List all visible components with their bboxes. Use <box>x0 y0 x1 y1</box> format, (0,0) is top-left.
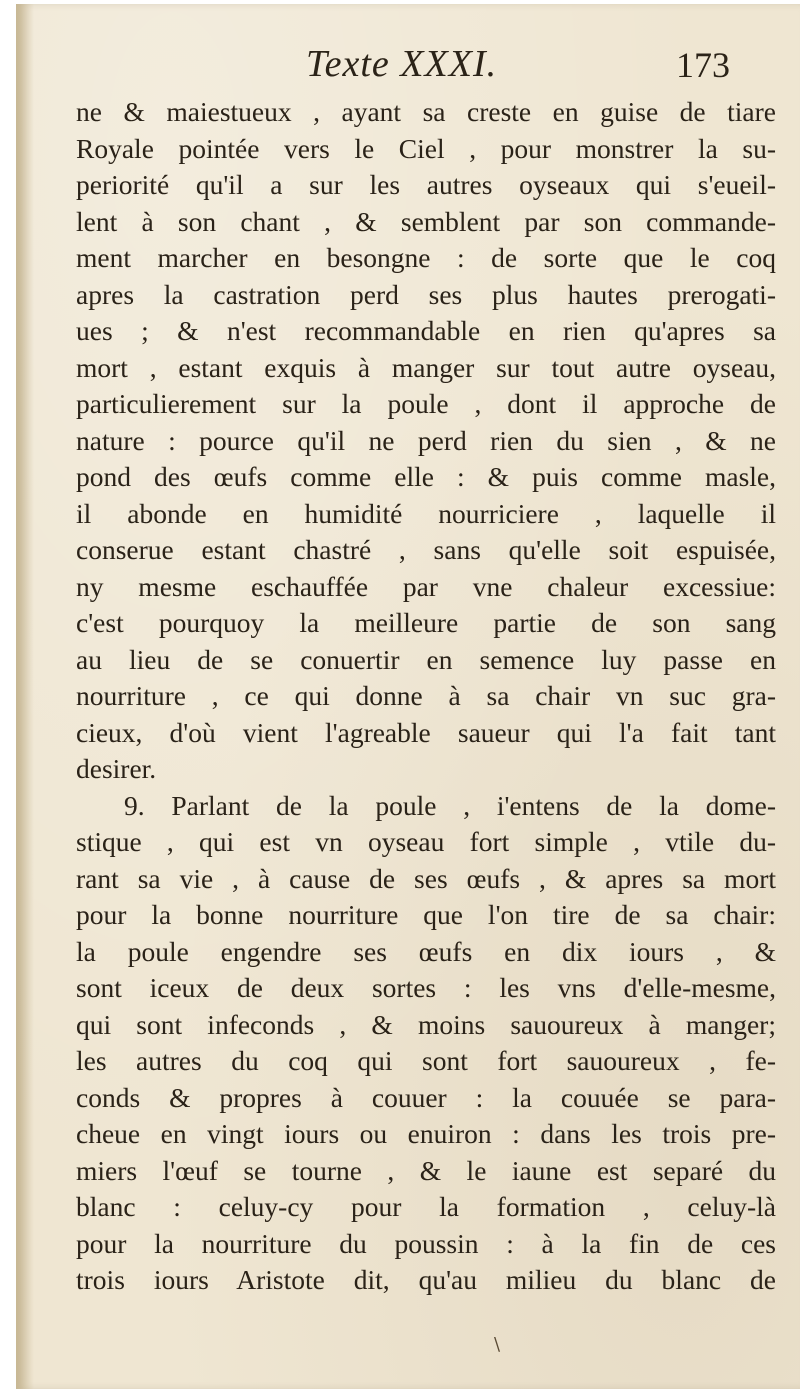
text-line: blanc : celuy-cy pour la formation , celuy-là <box>76 1191 776 1222</box>
text-line: particulierement sur la poule , dont il approche de <box>76 388 776 419</box>
printer-mark: \ <box>494 1334 501 1355</box>
text-line: c'est pourquoy la meilleure partie de son sang <box>76 607 776 638</box>
text-line: au lieu de se conuertir en semence luy passe en <box>76 643 776 675</box>
text-line: conds & propres à couuer : la couuée se para- <box>76 1081 776 1113</box>
text-line: la poule engendre ses œufs en dix iours , & <box>76 935 776 967</box>
text-line: conserue estant chastré , sans qu'elle soit espuisée, <box>76 534 776 565</box>
text-line: il abonde en humidité nourriciere , laquelle il <box>76 497 776 529</box>
text-line: miers l'œuf se tourne , & le iaune est separé du <box>76 1154 776 1186</box>
text-line: rant sa vie , à cause de ses œufs , & apres sa mort <box>76 862 776 894</box>
paragraph-start-line: 9. Parlant de la poule , i'entens de la dome- <box>124 789 776 821</box>
text-line: pour la nourriture du poussin : à la fin de ces <box>76 1227 776 1259</box>
page-body-text <box>76 94 776 1299</box>
text-line: cieux, d'où vient l'agreable saueur qui l'a fait tant <box>76 716 776 748</box>
text-line: ues ; & n'est recommandable en rien qu'apres sa <box>76 315 776 346</box>
text-line: mort , estant exquis à manger sur tout autre oyseau, <box>76 351 776 383</box>
text-line: apres la castration perd ses plus hautes prerogati- <box>76 278 776 310</box>
text-line: stique , qui est vn oyseau fort simple , vtile du- <box>76 826 776 857</box>
page-gutter-shadow <box>16 4 34 1389</box>
text-line: les autres du coq qui sont fort sauoureux , fe- <box>76 1045 776 1076</box>
text-line: periorité qu'il a sur les autres oyseaux qui s'eueil- <box>76 169 776 200</box>
book-page <box>16 4 800 1389</box>
text-line: nourriture , ce qui donne à sa chair vn suc gra- <box>76 680 776 711</box>
text-line: pond des œufs comme elle : & puis comme masle, <box>76 461 776 492</box>
running-title: Texte XXXI. <box>306 43 498 85</box>
page-header <box>16 42 800 92</box>
text-line: Royale pointée vers le Ciel , pour monstrer la su- <box>76 132 776 164</box>
text-line: ment marcher en besongne : de sorte que le coq <box>76 242 776 273</box>
page-number: 173 <box>676 45 730 85</box>
text-line: cheue en vingt iours ou enuiron : dans les trois pre- <box>76 1118 776 1149</box>
text-line: lent à son chant , & semblent par son commande- <box>76 205 776 237</box>
text-line: sont iceux de deux sortes : les vns d'elle-mesme, <box>76 972 776 1003</box>
text-line: pour la bonne nourriture que l'on tire de sa chair: <box>76 899 776 930</box>
text-line: qui sont infeconds , & moins sauoureux à manger; <box>76 1008 776 1040</box>
paragraph-end-line: desirer. <box>76 753 157 784</box>
text-line: ne & maiestueux , ayant sa creste en guise de tiare <box>76 96 776 127</box>
text-line: ny mesme eschauffée par vne chaleur excessiue: <box>76 570 776 602</box>
text-line: trois iours Aristote dit, qu'au milieu du blanc de <box>76 1264 776 1295</box>
text-line: nature : pource qu'il ne perd rien du sien , & ne <box>76 424 776 456</box>
